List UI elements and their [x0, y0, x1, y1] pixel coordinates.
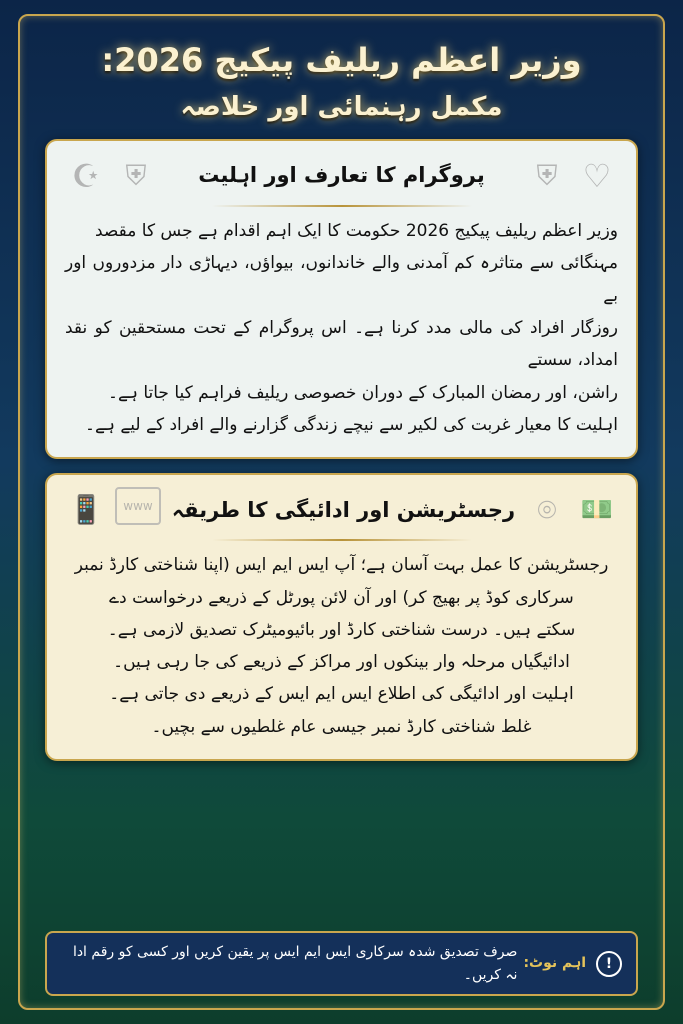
gold-frame: [18, 14, 665, 1010]
text-line: غلط شناختی کارڈ نمبر جیسی عام غلطیوں سے بچیں۔: [151, 716, 532, 737]
note-text: صرف تصدیق شدہ سرکاری ایس ایم ایس پر یقین کریں اور کسی کو رقم ادا نہ کریں۔: [72, 944, 518, 983]
text-line: رجسٹریشن کا عمل بہت آسان ہے؛ آپ ایس ایم ایس (اپنا شناختی کارڈ نمبر: [74, 555, 609, 576]
crescent-star-icon: ☪: [71, 157, 101, 196]
divider: [212, 539, 472, 541]
emblem-icon: ⛨: [125, 159, 147, 193]
divider: [212, 205, 472, 207]
right-icons: [526, 153, 618, 199]
heart-hands-icon: ♡: [582, 157, 612, 196]
exclamation-icon: !: [596, 951, 622, 977]
right-icons: [526, 487, 618, 533]
section-body: [65, 549, 618, 743]
intro-eligibility-panel: [45, 139, 638, 459]
left-icons: [65, 153, 157, 199]
section-heading: پروگرام کا تعارف اور اہلیت: [198, 163, 485, 188]
web-portal-icon: www: [115, 487, 161, 525]
text-line: روزگار افراد کی مالی مدد کرنا ہے۔ اس پروگرام کے تحت مستحقین کو نقد امداد، سستے: [65, 318, 618, 371]
text-line: اہلیت اور ادائیگی کی اطلاع ایس ایم ایس کے ذریعے دی جاتی ہے۔: [109, 684, 574, 705]
important-note-bar: [45, 931, 638, 996]
text-line: ادائیگیاں مرحلہ وار بینکوں اور مراکز کے ذریعے کی جا رہی ہیں۔: [113, 652, 570, 673]
cash-icon: 💵: [580, 495, 614, 526]
note-label: اہم نوٹ:: [523, 955, 586, 972]
emblem-icon: ⛨: [536, 159, 558, 193]
section-header: [65, 153, 618, 199]
text-line: مہنگائی سے متاثرہ کم آمدنی والے خاندانوں، بیواؤں، دیہاڑی دار مزدوروں اور بے: [65, 253, 618, 306]
page-subtitle: مکمل رہنمائی اور خلاصہ: [180, 91, 503, 122]
section-body: [65, 215, 618, 441]
text-line: وزیر اعظم ریلیف پیکیج 2026 حکومت کا ایک اہم اقدام ہے جس کا مقصد: [94, 221, 618, 242]
text-line: راشن، اور رمضان المبارک کے دوران خصوصی ریلیف فراہم کیا جاتا ہے۔: [108, 382, 618, 403]
text-line: سرکاری کوڈ پر بھیج کر) اور آن لائن پورٹل کے ذریعے درخواست دے: [109, 587, 574, 608]
section-header: [65, 487, 618, 533]
text-line: سکتے ہیں۔ درست شناختی کارڈ اور بائیومیٹرک تصدیق لازمی ہے۔: [107, 619, 576, 640]
section-heading: رجسٹریشن اور ادائیگی کا طریقہ: [171, 497, 516, 522]
page-title: وزیر اعظم ریلیف پیکیج 2026:: [101, 41, 582, 79]
left-icons: [65, 487, 161, 533]
registration-payment-panel: [45, 473, 638, 761]
fingerprint-icon: ⌾: [537, 491, 557, 530]
mobile-sms-icon: 📱: [68, 493, 104, 527]
text-line: اہلیت کا معیار غربت کی لکیر سے نیچے زندگی گزارنے والے افراد کے لیے ہے۔: [85, 414, 618, 435]
